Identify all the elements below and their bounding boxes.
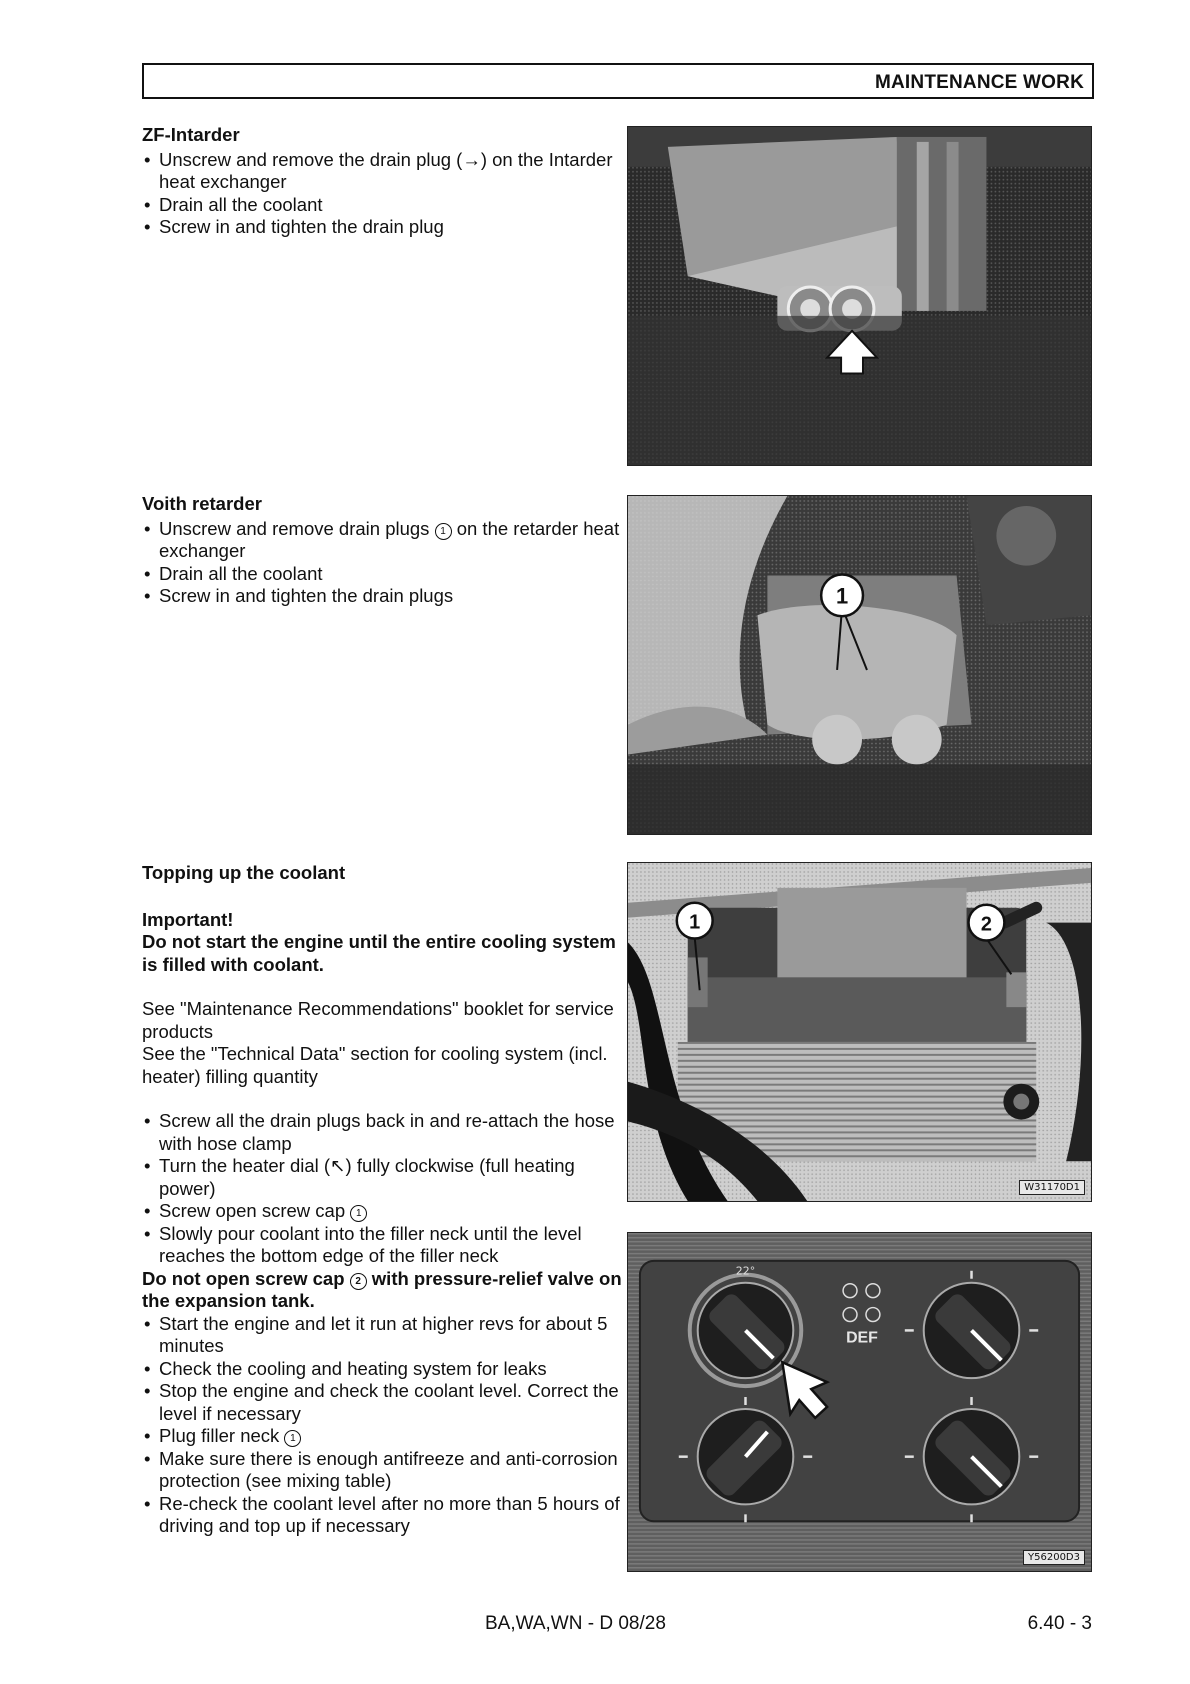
section-voith xyxy=(142,493,622,608)
list-item: • Start the engine and let it run at higher revs for about 5 minutes xyxy=(142,1313,622,1358)
list-item: • Check the cooling and heating system for leaks xyxy=(142,1358,622,1381)
expansion-tank-photo xyxy=(627,862,1092,1202)
fan-speed-dial xyxy=(924,1409,1020,1504)
callout-label: 2 xyxy=(980,913,992,936)
list-item: • Screw open screw cap 1 xyxy=(142,1200,622,1223)
section-heading: ZF-Intarder xyxy=(142,124,240,145)
header-title: MAINTENANCE WORK xyxy=(874,72,1084,93)
def-label: DEF xyxy=(846,1329,878,1347)
footer-doc-code: BA,WA,WN - D 08/28 xyxy=(485,1613,666,1634)
temp-label: 22° xyxy=(735,1264,756,1278)
page-header xyxy=(142,63,1094,99)
airflow-dial xyxy=(924,1283,1020,1378)
list-item: • Drain all the coolant xyxy=(142,563,622,586)
callout-label: 1 xyxy=(689,911,701,934)
list-item: • Re-check the coolant level after no more than 5 hours of driving and top up if necessary xyxy=(142,1493,622,1538)
list-item: • Drain all the coolant xyxy=(142,194,622,217)
image-code: W31170D1 xyxy=(1019,1180,1085,1195)
list-item: • Plug filler neck 1 xyxy=(142,1425,622,1448)
air-distribution-dial xyxy=(698,1409,794,1504)
important-warning: Do not start the engine until the entire cooling system is filled with coolant. xyxy=(142,931,616,975)
list-item: • Unscrew and remove drain plugs 1 on the retarder heat exchanger xyxy=(142,518,622,563)
section-topping-up xyxy=(142,862,622,1538)
section-intarder xyxy=(142,124,622,239)
list-item: • Make sure there is enough antifreeze and anti-corrosion protection (see mixing table) xyxy=(142,1448,622,1493)
paragraph: See the "Technical Data" section for cooling system (incl. heater) filling quantity xyxy=(142,1043,608,1087)
list-item: • Screw in and tighten the drain plug xyxy=(142,216,622,239)
list-item: • Stop the engine and check the coolant level. Correct the level if necessary xyxy=(142,1380,622,1425)
bullet-list xyxy=(142,1313,622,1538)
footer-page-number: 6.40 - 3 xyxy=(1027,1613,1092,1634)
list-item: • Unscrew and remove the drain plug (→) on the Intarder heat exchanger xyxy=(142,149,622,194)
list-item: • Turn the heater dial (↖) fully clockwise (full heating power) xyxy=(142,1155,622,1200)
callout-number: 2 xyxy=(350,1273,367,1290)
heater-panel-photo xyxy=(627,1232,1092,1572)
voith-photo xyxy=(627,495,1092,835)
pressure-warning: Do not open screw cap 2 with pressure-relief valve on the expansion tank. xyxy=(142,1267,622,1311)
section-heading: Voith retarder xyxy=(142,493,262,514)
important-title: Important! xyxy=(142,908,234,930)
section-heading: Topping up the coolant xyxy=(142,862,346,883)
image-code: Y56200D3 xyxy=(1023,1550,1085,1565)
bullet-list xyxy=(142,1110,622,1268)
callout-number: 1 xyxy=(284,1430,301,1447)
list-item: • Slowly pour coolant into the filler neck until the level reaches the bottom edge of the filler neck xyxy=(142,1223,622,1268)
callout-number: 1 xyxy=(435,523,452,540)
paragraph: See "Maintenance Recommendations" booklet for service products xyxy=(142,998,614,1042)
intarder-photo xyxy=(627,126,1092,466)
list-item: • Screw all the drain plugs back in and re-attach the hose with hose clamp xyxy=(142,1110,622,1155)
bullet-list xyxy=(142,518,622,608)
callout-number: 1 xyxy=(350,1205,367,1222)
list-item: • Screw in and tighten the drain plugs xyxy=(142,585,622,608)
bullet-list xyxy=(142,149,622,239)
callout-label: 1 xyxy=(835,583,849,609)
